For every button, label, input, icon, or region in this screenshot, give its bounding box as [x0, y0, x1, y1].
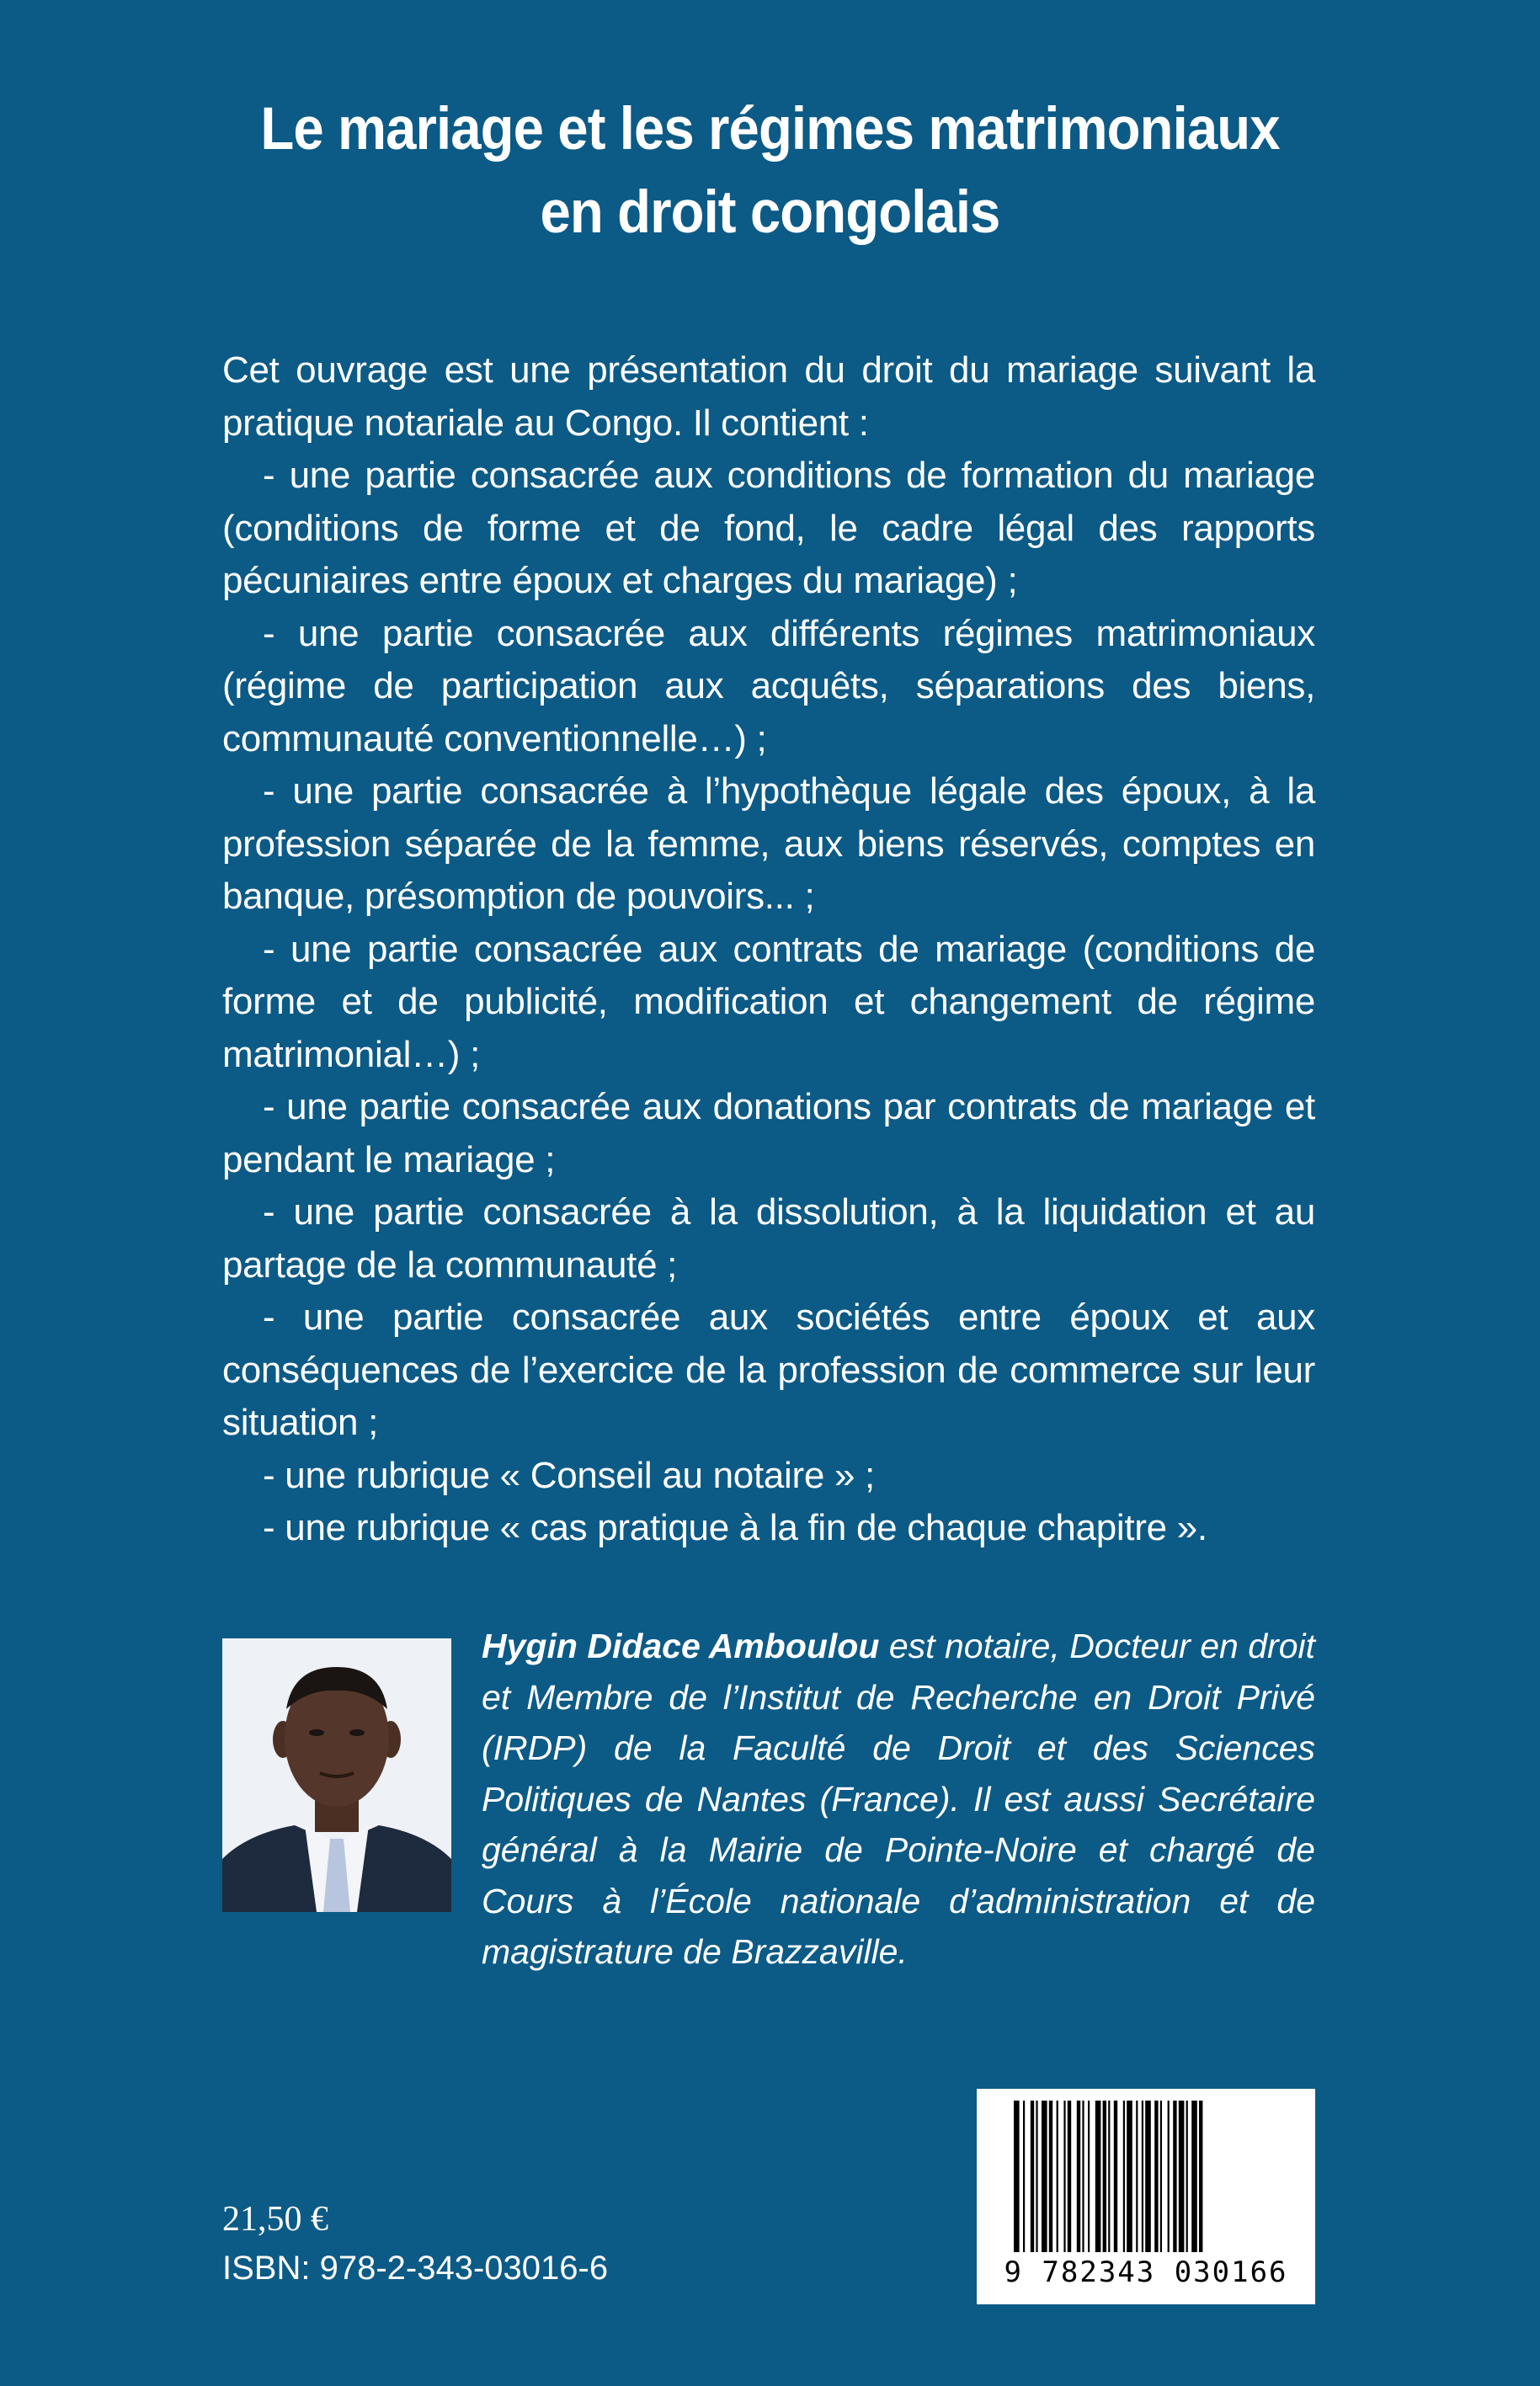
- title-line-1: Le mariage et les régimes matrimoniaux: [260, 96, 1280, 162]
- barcode-bar: [1049, 2101, 1052, 2252]
- author-name: Hygin Didace Amboulou: [482, 1627, 880, 1665]
- list-item: - une rubrique « Conseil au notaire » ;: [263, 1454, 875, 1496]
- barcode-bar: [1186, 2101, 1188, 2252]
- barcode: [977, 2089, 1315, 2304]
- isbn: ISBN: 978-2-343-03016-6: [222, 2250, 609, 2287]
- list-item: - une partie consacrée aux conditions de formation du mariage (conditions de forme et de fond, le cadre légal des rapports pécuniaires entre époux et charges du mariage) ;: [222, 455, 1315, 601]
- list-item: - une partie consacrée aux différents régimes matrimoniaux (régime de participation aux acquêts, séparations des biens, communauté conventionnelle…) ;: [222, 612, 1315, 759]
- barcode-bar: [1036, 2101, 1037, 2252]
- author-portrait-icon: [222, 1638, 451, 1912]
- barcode-bar: [1031, 2101, 1034, 2252]
- barcode-bar: [1023, 2101, 1025, 2252]
- barcode-bar: [1142, 2101, 1143, 2252]
- barcode-bar: [1127, 2101, 1132, 2252]
- barcode-bar: [1123, 2101, 1125, 2252]
- barcode-bar: [1136, 2101, 1138, 2252]
- barcode-bar: [1168, 2101, 1170, 2252]
- barcode-bar: [1191, 2101, 1197, 2252]
- barcode-bar: [1063, 2101, 1065, 2252]
- barcode-bar: [1068, 2101, 1071, 2252]
- list-item: - une partie consacrée aux donations par contrats de mariage et pendant le mariage ;: [222, 1086, 1315, 1180]
- list-item: - une partie consacrée aux contrats de mariage (conditions de forme et de publicité, modification et changement de régime matrimonial…) ;: [222, 928, 1315, 1075]
- list-item: - une partie consacrée à l’hypothèque légale des époux, à la profession séparée de la femme, aux biens réservés, comptes en banque, présomption de pouvoirs... ;: [222, 770, 1315, 917]
- list-item: - une partie consacrée à la dissolution, à la liquidation et au partage de la communauté ;: [222, 1191, 1315, 1286]
- barcode-bar: [1179, 2101, 1185, 2252]
- list-item: - une partie consacrée aux sociétés entre époux et aux conséquences de l’exercice de la profession de commerce sur leur situation ;: [222, 1297, 1315, 1443]
- description-intro: Cet ouvrage est une présentation du droit du mariage suivant la pratique notariale au Congo. Il contient :: [222, 349, 1315, 444]
- description: [222, 344, 1315, 1555]
- barcode-bar: [1114, 2101, 1117, 2252]
- barcode-bar: [1042, 2101, 1047, 2252]
- barcode-bar: [1108, 2101, 1110, 2252]
- price: 21,50 €: [222, 2200, 328, 2239]
- title-line-2: en droit congolais: [540, 179, 1000, 246]
- author-photo: [222, 1638, 451, 1912]
- barcode-bar: [1082, 2101, 1084, 2252]
- barcode-bar: [1088, 2101, 1090, 2252]
- list-item: - une rubrique « cas pratique à la fin de chaque chapitre ».: [263, 1507, 1207, 1548]
- barcode-bar: [1077, 2101, 1080, 2252]
- barcode-bar: [1199, 2101, 1202, 2252]
- barcode-digits: 9 782343 030166: [1004, 2256, 1288, 2289]
- author-bio: [482, 1621, 1315, 1978]
- barcode-bar: [1014, 2101, 1020, 2252]
- barcode-bar: [1057, 2101, 1058, 2252]
- barcode-bar: [1154, 2101, 1158, 2252]
- book-title: [139, 88, 1401, 254]
- barcode-bar: [1103, 2101, 1106, 2252]
- barcode-bar: [1095, 2101, 1101, 2252]
- author-bio-text: est notaire, Docteur en droit et Membre de l’Institut de Recherche en Droit Privé (IRDP) de la Faculté de Droit et des Sciences Politiques de Nantes (France). Il est aussi Secrétaire général à la Mairie de Pointe-Noire et chargé de Cours à l’École nationale d’administration et de magistrature de Brazzaville.: [482, 1627, 1316, 1971]
- barcode-bar: [1173, 2101, 1176, 2252]
- barcode-bar: [1145, 2101, 1151, 2252]
- barcode-bar: [1160, 2101, 1162, 2252]
